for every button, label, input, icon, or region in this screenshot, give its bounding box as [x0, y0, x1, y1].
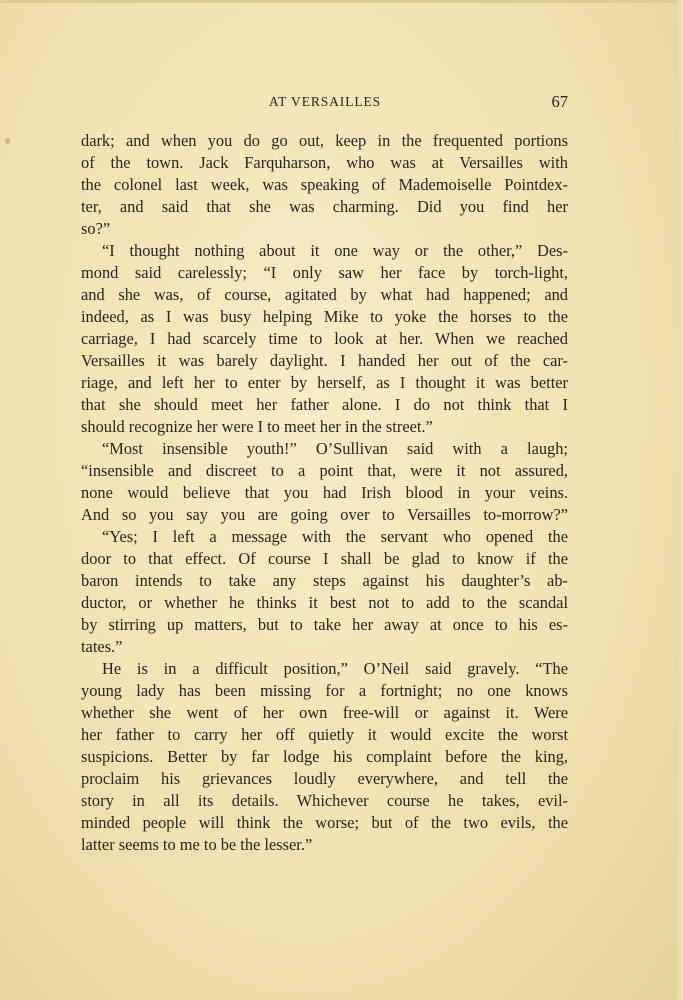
page-top-edge [0, 0, 683, 3]
text-line: He is in a difficult position,” O’Neil said gravely. “The [102, 659, 568, 678]
text-line: “Yes; I left a message with the servant who opened the [102, 527, 568, 546]
text-line: that she should meet her father alone. I do not think that I [81, 395, 568, 414]
text-line: minded people will think the worse; but of the two evils, the [81, 813, 568, 832]
text-line: and she was, of course, agitated by what had happened; and [81, 285, 568, 304]
text-line: And so you say you are going over to Versailles to-morrow?” [81, 505, 568, 524]
body-text [81, 130, 568, 856]
text-line: “insensible and discreet to a point that, were it not assured, [81, 461, 568, 480]
text-line: indeed, as I was busy helping Mike to yoke the horses to the [81, 307, 568, 326]
text-line: young lady has been missing for a fortnight; no one knows [81, 681, 568, 700]
text-line: proclaim his grievances loudly everywhere, and tell the [81, 769, 568, 788]
page-header [82, 90, 568, 114]
page-right-edge [677, 0, 683, 1000]
text-line: “Most insensible youth!” O’Sullivan said with a laugh; [102, 439, 568, 458]
text-line: by stirring up matters, but to take her away at once to his es- [81, 615, 568, 634]
text-line: latter seems to me to be the lesser.” [81, 835, 313, 854]
text-line: of the town. Jack Farquharson, who was at Versailles with [81, 153, 568, 172]
text-line: baron intends to take any steps against his daughter’s ab- [81, 571, 568, 590]
page-number: 67 [551, 92, 568, 111]
text-line: carriage, I had scarcely time to look at her. When we reached [81, 329, 568, 348]
text-line: “I thought nothing about it one way or the other,” Des- [102, 241, 568, 260]
text-line: suspicions. Better by far lodge his complaint before the king, [81, 747, 568, 766]
text-line: tates.” [81, 637, 123, 656]
text-line: Versailles it was barely daylight. I handed her out of the car- [81, 351, 568, 370]
text-line: dark; and when you do go out, keep in the frequented portions [81, 131, 568, 150]
running-head: AT VERSAILLES [268, 94, 382, 109]
text-line: her father to carry her off quietly it would excite the worst [81, 725, 568, 744]
text-line: the colonel last week, was speaking of Mademoiselle Pointdex- [81, 175, 568, 194]
text-line: riage, and left her to enter by herself, as I thought it was better [81, 373, 568, 392]
text-line: should recognize her were I to meet her in the street.” [81, 417, 433, 436]
text-line: whether she went of her own free-will or against it. Were [81, 703, 568, 722]
text-line: door to that effect. Of course I shall be glad to know if the [81, 549, 568, 568]
text-line: ter, and said that she was charming. Did you find her [81, 197, 568, 216]
binding-mark [5, 138, 10, 144]
text-line: so?” [81, 219, 111, 238]
text-line: story in all its details. Whichever course he takes, evil- [81, 791, 568, 810]
text-line: ductor, or whether he thinks it best not to add to the scandal [81, 593, 568, 612]
text-line: none would believe that you had Irish blood in your veins. [81, 483, 568, 502]
text-line: mond said carelessly; “I only saw her face by torch-light, [81, 263, 568, 282]
